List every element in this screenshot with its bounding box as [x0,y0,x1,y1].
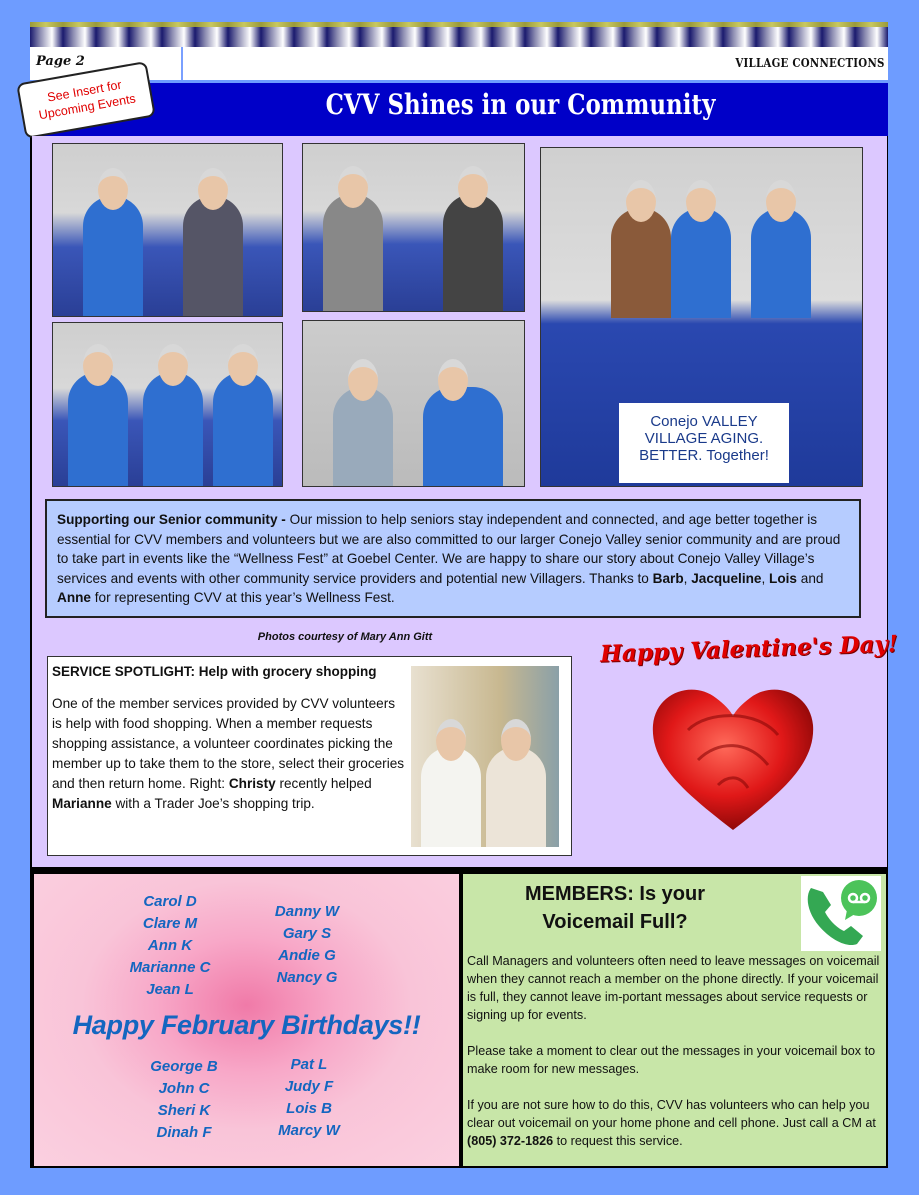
birthday-name: Danny W [274,903,340,920]
birthday-name: Marianne C [129,959,211,976]
photo-volunteers-1 [52,143,283,317]
birthday-name: Sheri K [157,1102,211,1119]
birthday-name: Jean L [146,981,194,998]
page-number: Page 2 [36,54,85,69]
photo-volunteers-3 [52,322,283,487]
birthday-name: Gary S [282,925,332,942]
birthday-name: Ann K [147,937,193,954]
birthday-name: Clare M [142,915,198,932]
photo-cvv-booth [540,147,863,487]
rose-heart-image [648,680,818,835]
valentine-greeting: Happy Valentine's Day! [599,630,899,668]
birthday-name: George B [150,1058,218,1075]
spotlight-title: SERVICE SPOTLIGHT: Help with grocery shopping [52,664,377,679]
voicemail-title: MEMBERS: Is your Voicemail Full? [524,883,706,933]
voicemail-phone-icon [801,876,881,951]
voicemail-text: Call Managers and volunteers often need to leave messages on voicemail when they cannot reach a member on the phone directly. If your voicemail is full, they cannot leave im-portant messages about service requests or signing up for events. Please take a moment to clear out the messages in your voicemail box to make room for new messages. If you are not sure how to do this, CVV has volunteers who can help you clear out voicemail on your home phone and cell phone. Just call a CM at (805) 372-1826 to request this service. [467,954,880,1148]
birthdays-title: Happy February Birthdays!! [72,1010,421,1040]
photo-credit: Photos courtesy of Mary Ann Gitt [257,631,433,643]
birthday-name: John C [158,1080,210,1097]
birthday-name: Nancy G [276,969,338,986]
birthday-name: Lois B [286,1100,332,1117]
spotlight-text: One of the member services provided by CVV volunteers is help with food shopping. When a member requests shopping assistance, a volunteer coordinates picking the member up to take them to the store, select their groceries and then return home. Right: Christy recently helped Marianne with a Trader Joe’s shopping trip. [52,696,405,811]
conejo-banner: Conejo VALLEY VILLAGE AGING. BETTER. Together! [619,403,789,483]
decorative-band [30,22,888,47]
photo-volunteers-2 [302,143,525,312]
birthday-name: Pat L [290,1056,328,1073]
birthday-name: Marcy W [278,1122,340,1139]
photo-grocery-shopping [411,666,559,847]
community-text-box: Supporting our Senior community - Our mission to help seniors stay independent and connected, and age better together is essential for CVV members and volunteers but we are also committed to our larger Conejo Valley senior community and are proud to take part in events like the “Wellness Fest” at Goebel Center. We are happy to share our story about Conejo Valley Village’s services and events with other community service providers and potential new Villagers. Thanks to Barb, Jacqueline, Lois and Anne for representing CVV at this year’s Wellness Fest. [45,499,861,618]
birthday-name: Judy F [284,1078,334,1095]
birthday-name: Carol D [143,893,197,910]
insert-note: See Insert for Upcoming Events [16,61,156,139]
birthday-name: Dinah F [156,1124,212,1141]
newsletter-name: VILLAGE CONNECTIONS [735,56,885,70]
photo-volunteers-4 [302,320,525,487]
page-title: CVV Shines in our Community [325,88,716,121]
birthday-name: Andie G [278,947,336,964]
